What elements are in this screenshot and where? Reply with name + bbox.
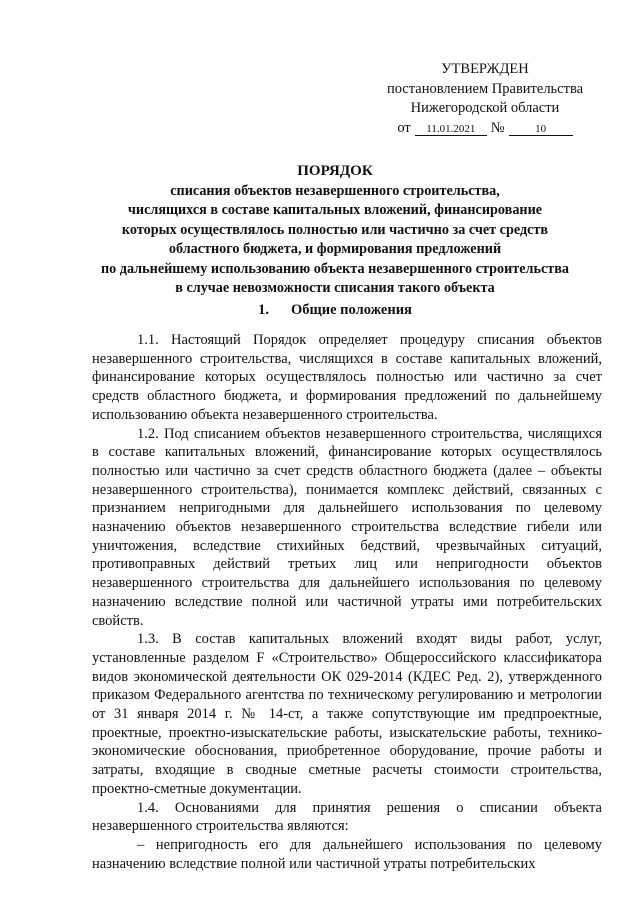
- paragraph: – непригодность его для дальнейшего использования по целевому назначению вследствие полной или частичной утраты потребительских: [92, 836, 602, 872]
- title-line: в случае невозможности списания такого объекта: [175, 280, 495, 296]
- section-heading: [70, 302, 600, 319]
- number-sign: №: [490, 119, 505, 136]
- approval-heading: УТВЕРЖДЕН: [441, 61, 529, 77]
- paragraph: 1.1. Настоящий Порядок определяет процедуру списания объектов незавершенного строительства, числящихся в составе капитальных вложений, финансирование которых осуществлялось полностью или частично за счет средств областного бюджета, и формирования предложений по дальнейшему использованию объекта незавершенного строительства.: [92, 332, 602, 423]
- approval-date-line: [380, 119, 590, 139]
- approval-number: 10: [509, 123, 573, 136]
- section-title: Общие положения: [290, 302, 412, 318]
- title-line: по дальнейшему использованию объекта незавершенного строительства: [100, 260, 570, 277]
- approval-stamp: [380, 60, 590, 138]
- approval-date: 11.01.2021: [415, 123, 487, 136]
- paragraph: 1.2. Под списанием объектов незавершенного строительства, числящихся в составе капитальных вложений, финансирование которых осуществлялось полностью или частично за счет средств областного бюджета (далее – объекты незавершенного строительства), понимается комплекс действий, связанных с признанием непригодными для дальнейшего использования по целевому назначению объектов незавершенного строительства вследствие гибели или уничтожения, вследствие стихийных бедствий, чрезвычайных ситуаций, противоправных действий третьих лиц или непригодности объектов незавершенного строительства для дальнейшего использования по целевому назначению вследствие полной или частичной утраты ими потребительских свойств.: [92, 425, 602, 629]
- date-prefix: от: [397, 119, 411, 136]
- document-body: [92, 331, 602, 873]
- title-line: областного бюджета, и формирования предложений: [168, 241, 502, 257]
- title-line: которых осуществлялось полностью или частично за счет средств: [121, 221, 549, 238]
- document-title: [70, 162, 600, 299]
- title-main: ПОРЯДОК: [297, 163, 373, 179]
- paragraph: 1.3. В состав капитальных вложений входят виды работ, услуг, установленные разделом F «Строительство» Общероссийского классификатора видов экономической деятельности ОК 029-2014 (КДЕС Ред. 2), утвержденного приказом Федерального агентства по техническому регулированию и метрологии от 31 января 2014 г. № 14-ст, а также сопутствующие им предпроектные, проектные, проектно-изыскательские работы, изыскательские работы, технико-экономические обоснования, приобретенное оборудование, прочие работы и затраты, входящие в сводные сметные расчеты стоимости строительства, проектно-сметные документации.: [92, 631, 602, 797]
- title-line: списания объектов незавершенного строительства,: [170, 182, 500, 199]
- approval-line-2: Нижегородской области: [410, 100, 560, 116]
- title-line: числящихся в составе капитальных вложений, финансирование: [127, 202, 543, 218]
- approval-line-1: постановлением Правительства: [386, 80, 584, 97]
- paragraph: 1.4. Основаниями для принятия решения о списании объекта незавершенного строительства являются:: [92, 799, 602, 835]
- section-number: 1.: [258, 302, 269, 318]
